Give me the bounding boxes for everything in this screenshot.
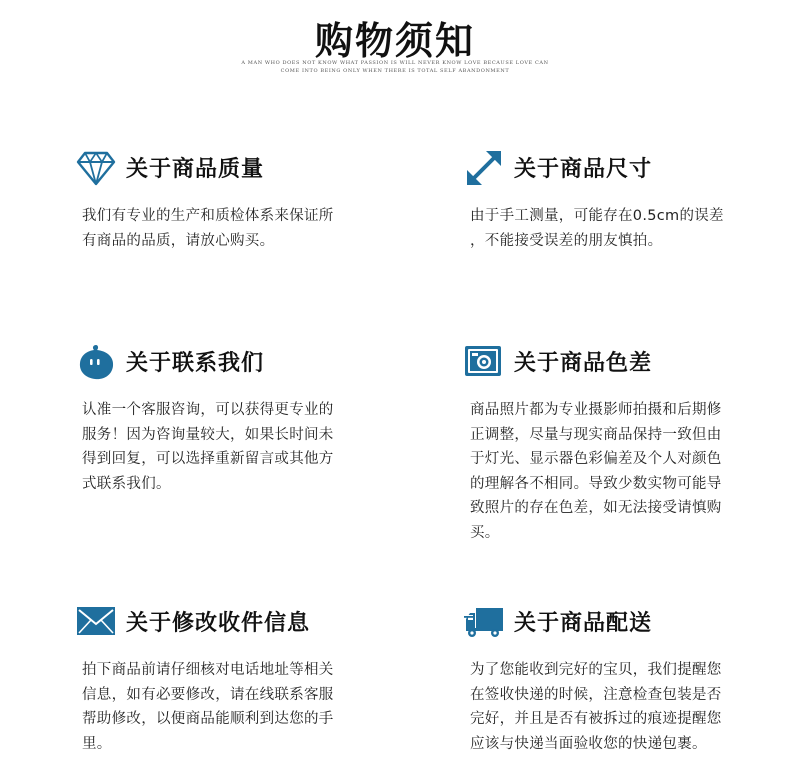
body-line: 有商品的品质，请放心购买。 [82, 232, 275, 249]
section-body [82, 658, 354, 756]
body-line: 买。 [470, 524, 500, 541]
body-line: 商品照片都为专业摄影师拍摄和后期修 [470, 402, 722, 418]
body-line: 于灯光、显示器色彩偏差及个人对颜色 [470, 451, 722, 467]
envelope-icon [76, 602, 116, 642]
page-subtitle-line-2: COME INTO BEING ONLY WHEN THERE IS TOTAL SELF ABANDONMENT [280, 68, 510, 74]
section-title: 关于商品色差 [514, 351, 653, 376]
body-line: 帮助修改，以便商品能顺利到达您的手 [82, 711, 334, 727]
body-line: 应该与快递当面验收您的快递包裹。 [470, 735, 707, 752]
diamond-icon [76, 148, 116, 188]
body-line: 里。 [82, 735, 112, 752]
section-title: 关于商品尺寸 [514, 157, 653, 182]
body-line: 在签收快递的时候，注意检查包装是否 [470, 686, 722, 703]
body-line: 的理解各不相同。导致少数实物可能导 [470, 475, 722, 492]
section-header [464, 148, 764, 188]
body-line: 由于手工测量，可能存在0.5cm的误差 [470, 208, 724, 224]
section-title: 关于商品配送 [514, 611, 653, 636]
section-title: 关于修改收件信息 [126, 611, 311, 636]
body-line: ，不能接受误差的朋友慎拍。 [470, 232, 663, 249]
section-body [470, 658, 742, 756]
section-body [82, 204, 354, 253]
section-header [76, 602, 376, 642]
section-header [464, 602, 764, 642]
section-header [76, 342, 376, 382]
section-body [470, 204, 742, 253]
camera-icon [464, 342, 504, 382]
section-title: 关于联系我们 [126, 351, 265, 376]
page-title: 购物须知 [314, 19, 475, 63]
chat-bubble-icon [76, 342, 116, 382]
body-line: 认准一个客服咨询，可以获得更专业的 [82, 402, 334, 418]
body-line: 式联系我们。 [82, 475, 171, 492]
body-line: 致照片的存在色差，如无法接受请慎购 [470, 500, 722, 516]
body-line: 完好，并且是否有被拆过的痕迹提醒您 [470, 711, 722, 727]
body-line: 为了您能收到完好的宝贝，我们提醒您 [470, 662, 722, 678]
body-line: 正调整，尽量与现实商品保持一致但由 [470, 426, 722, 443]
resize-arrow-icon [464, 148, 504, 188]
section-body [470, 398, 742, 545]
body-line: 服务！因为咨询量较大，如果长时间未 [82, 426, 334, 443]
section-header [464, 342, 764, 382]
body-line: 得到回复，可以选择重新留言或其他方 [82, 451, 334, 467]
body-line: 拍下商品前请仔细核对电话地址等相关 [82, 662, 334, 678]
section-header [76, 148, 376, 188]
section-body [82, 398, 354, 496]
body-line: 我们有专业的生产和质检体系来保证所 [82, 208, 334, 224]
page-subtitle-line-1: A MAN WHO DOES NOT KNOW WHAT PASSION IS WILL NEVER KNOW LOVE BECAUSE LOVE CAN [241, 60, 549, 66]
delivery-truck-icon [464, 602, 504, 642]
section-title: 关于商品质量 [126, 157, 265, 182]
body-line: 信息，如有必要修改，请在线联系客服 [82, 686, 334, 703]
